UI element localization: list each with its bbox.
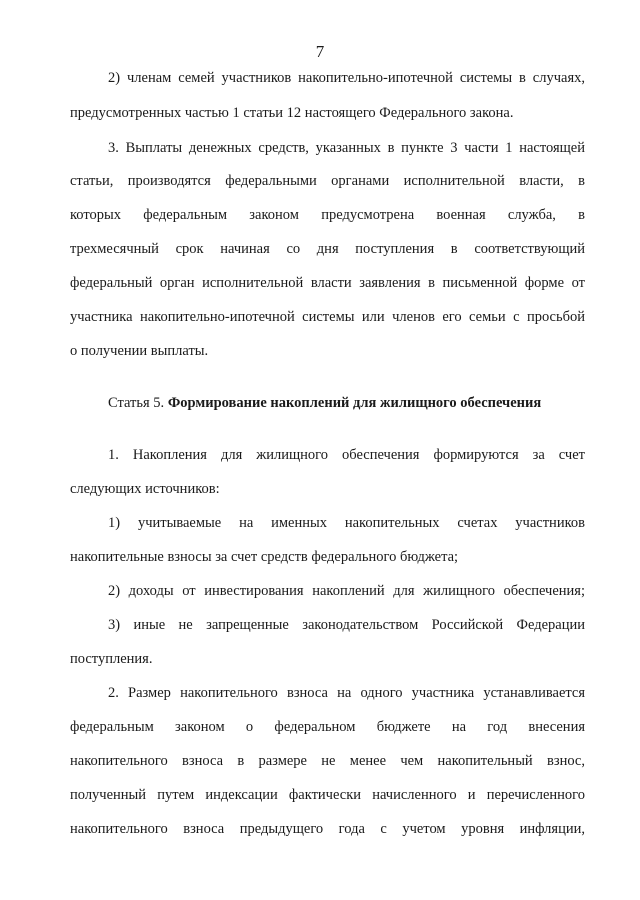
text-line: 3) иные не запрещенные законодательством Российской Федерации [108,617,585,633]
text-line: накопительные взносы за счет средств федерального бюджета; [70,549,459,565]
text-line: 3. Выплаты денежных средств, указанных в пункте 3 части 1 настоящей [108,140,585,156]
article-number: Статья 5. [108,395,168,411]
text-line: поступления. [70,651,153,667]
text-line: трехмесячный срок начиная со дня поступления в соответствующий [70,241,585,257]
text-line: федеральным законом о федеральном бюджете на год внесения [70,719,585,735]
text-line: накопительного взноса предыдущего года с учетом уровня инфляции, [70,821,585,837]
article-title: Формирование накоплений для жилищного обеспечения [167,395,542,411]
text-line: 2. Размер накопительного взноса на одного участника устанавливается [108,685,585,701]
text-line: федеральный орган исполнительной власти заявления в письменной форме от [70,275,585,291]
text-line: 1) учитываемые на именных накопительных счетах участников [108,515,585,531]
text-line: статьи, производятся федеральными органами исполнительной власти, в [70,173,585,189]
text-line: 1. Накопления для жилищного обеспечения формируются за счет [108,447,585,463]
text-line: предусмотренных частью 1 статьи 12 настоящего Федерального закона. [70,105,514,121]
text-line: следующих источников: [70,481,220,497]
text-line: которых федеральным законом предусмотрена военная служба, в [70,207,585,223]
text-line: полученный путем индексации фактически начисленного и перечисленного [70,787,585,803]
article-heading [108,394,541,412]
text-line: 2) доходы от инвестирования накоплений для жилищного обеспечения; [108,583,585,599]
text-line: 2) членам семей участников накопительно-ипотечной системы в случаях, [108,70,585,86]
text-line: накопительного взноса в размере не менее чем накопительный взнос, [70,753,585,769]
page-number: 7 [315,42,325,61]
text-line: о получении выплаты. [70,343,209,359]
text-line: участника накопительно-ипотечной системы или членов его семьи с просьбой [70,309,585,325]
